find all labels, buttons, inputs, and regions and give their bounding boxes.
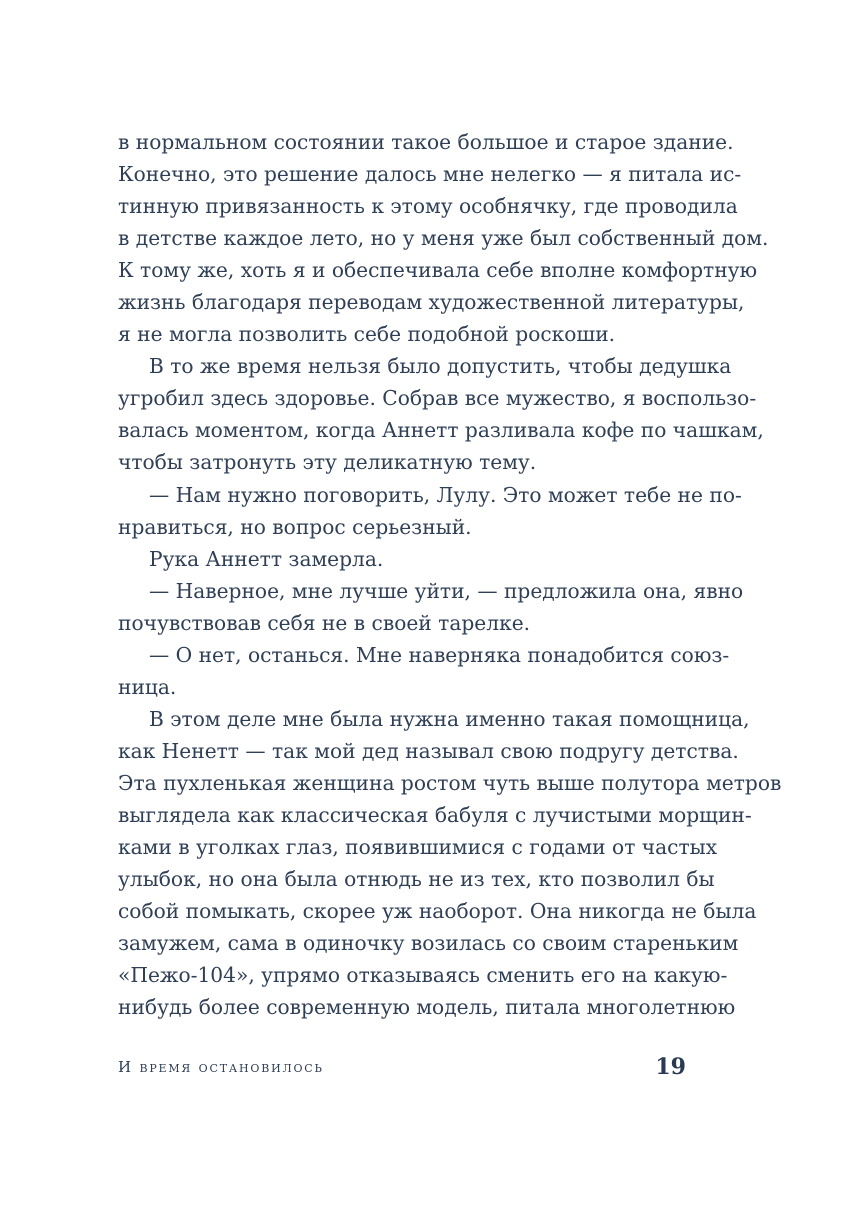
- text-line: В то же время нельзя было допустить, чтобы дедушка: [149, 354, 732, 379]
- text-line: Рука Аннетт замерла.: [149, 546, 384, 571]
- text-line: — О нет, останься. Мне наверняка понадобится союз-: [149, 642, 730, 667]
- text-line: нибудь более современную модель, питала многолетнюю: [118, 995, 736, 1020]
- text-line: как Ненетт — так мой дед называл свою подругу детства.: [118, 738, 739, 763]
- text-line: жизнь благодаря переводам художественной литературы,: [118, 290, 745, 315]
- body-text: [118, 126, 782, 1023]
- text-line: улыбок, но она была отнюдь не из тех, кто позволил бы: [118, 867, 715, 892]
- text-line: ками в уголках глаз, появившимися с годами от частых: [118, 835, 718, 860]
- text-line: нравиться, но вопрос серьезный.: [118, 514, 472, 539]
- text-line: — Нам нужно поговорить, Лулу. Это может тебе не по-: [149, 482, 742, 507]
- text-line: Эта пухленькая женщина ростом чуть выше полутора метров: [118, 770, 782, 795]
- text-line: — Наверное, мне лучше уйти, — предложила она, явно: [149, 578, 744, 603]
- text-line: собой помыкать, скорее уж наоборот. Она никогда не была: [118, 899, 757, 924]
- text-line: в нормальном состоянии такое большое и старое здание.: [118, 130, 734, 154]
- text-line: я не могла позволить себе подобной роскоши.: [118, 322, 616, 347]
- text-line: К тому же, хоть я и обеспечивала себе вполне комфортную: [118, 258, 758, 283]
- text-line: «Пежо-104», упрямо отказываясь сменить его на какую-: [118, 963, 728, 988]
- text-line: почувствовав себя не в своей тарелке.: [118, 610, 531, 635]
- text-line: тинную привязанность к этому особнячку, где проводила: [118, 194, 738, 219]
- text-line: угробил здесь здоровье. Собрав все мужество, я воспользо-: [118, 386, 757, 411]
- text-line: замужем, сама в одиночку возилась со своим стареньким: [118, 931, 739, 956]
- text-line: выглядела как классическая бабуля с лучистыми морщин-: [118, 802, 752, 827]
- page-number: 19: [655, 1054, 686, 1080]
- text-line: чтобы затронуть эту деликатную тему.: [118, 450, 537, 475]
- page-footer: [118, 1054, 686, 1084]
- text-line: ница.: [118, 674, 177, 699]
- text-line: валась моментом, когда Аннетт разливала кофе по чашкам,: [118, 418, 764, 443]
- running-title: И время остановилось: [118, 1058, 324, 1076]
- text-line: в детстве каждое лето, но у меня уже был собственный дом.: [118, 226, 769, 251]
- text-line: В этом деле мне была нужна именно такая помощница,: [149, 706, 750, 731]
- text-line: Конечно, это решение далось мне нелегко — я питала ис-: [118, 162, 742, 187]
